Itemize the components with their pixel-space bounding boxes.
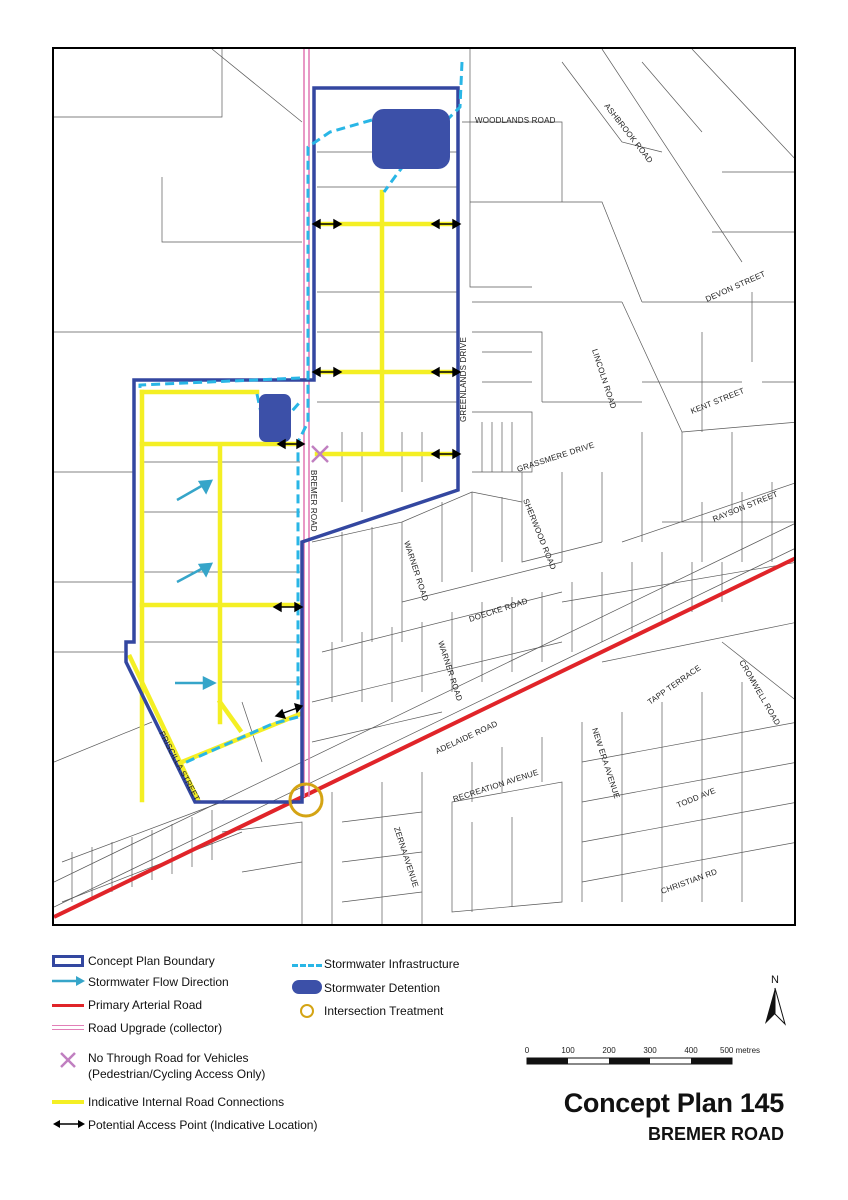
legend-intersection-label: Intersection Treatment — [324, 1004, 444, 1018]
scale-tick-0: 0 — [524, 1046, 530, 1055]
legend-detention-label: Stormwater Detention — [324, 981, 441, 995]
label-tapp-terrace: TAPP TERRACE — [645, 663, 703, 707]
legend-arterial-symbol — [52, 1004, 84, 1007]
label-greenlands-drive: GREENLANDS DRIVE — [459, 337, 468, 422]
label-lincoln-road: LINCOLN ROAD — [590, 347, 618, 410]
label-ashbrook-road: ASHBROOK ROAD — [602, 101, 655, 165]
scale-bar-graphic — [527, 1058, 732, 1064]
label-todd-ave: TODD AVE — [675, 786, 718, 810]
legend-access-arrow-icon — [52, 1118, 86, 1130]
legend-access-label: Potential Access Point (Indicative Location) — [88, 1118, 318, 1132]
legend-detention-symbol — [292, 980, 322, 994]
legend-arterial-label: Primary Arterial Road — [88, 998, 203, 1012]
legend-no-through-label: No Through Road for Vehicles — [88, 1051, 249, 1065]
scale-tick-400: 400 — [684, 1046, 698, 1055]
scale-tick-300: 300 — [643, 1046, 657, 1055]
legend — [48, 950, 508, 1150]
legend-intersection-symbol — [300, 1004, 314, 1018]
label-grassmere-drive: GRASSMERE DRIVE — [515, 440, 596, 474]
legend-infrastructure-symbol — [292, 964, 322, 967]
cadastre-parcels — [54, 49, 796, 926]
label-new-era-avenue: NEW ERA AVENUE — [590, 726, 622, 800]
scale-tick-200: 200 — [602, 1046, 616, 1055]
scale-tick-500: 500 metres — [720, 1046, 761, 1055]
legend-internal-label: Indicative Internal Road Connections — [88, 1095, 285, 1109]
legend-upgrade-symbol — [52, 1025, 84, 1030]
label-rayson-street: RAYSON STREET — [711, 489, 780, 524]
internal-road-connections — [130, 192, 454, 800]
north-arrow — [762, 972, 788, 1028]
map-frame[interactable] — [52, 47, 796, 926]
legend-flow-label: Stormwater Flow Direction — [88, 975, 229, 989]
scale-bar — [522, 1044, 792, 1074]
label-sherwood-road: SHERWOOD ROAD — [521, 497, 558, 572]
plan-title: Concept Plan 145 — [563, 1088, 784, 1118]
label-warner-road-north: WARNER ROAD — [402, 539, 431, 603]
label-kent-street: KENT STREET — [689, 386, 746, 416]
label-priscilla-street: PRISCILLA STREET — [157, 729, 202, 803]
map-canvas[interactable] — [54, 49, 796, 926]
scale-tick-100: 100 — [561, 1046, 575, 1055]
label-recreation-avenue: RECREATION AVENUE — [451, 767, 540, 804]
legend-boundary-label: Concept Plan Boundary — [88, 954, 215, 968]
road-labels — [157, 102, 782, 896]
scale-tick-labels — [525, 1046, 760, 1055]
label-bremer-road: BREMER ROAD — [309, 470, 318, 532]
legend-upgrade-label: Road Upgrade (collector) — [88, 1021, 223, 1035]
legend-infrastructure-label: Stormwater Infrastructure — [324, 957, 460, 971]
legend-internal-symbol — [52, 1100, 84, 1104]
label-devon-street: DEVON STREET — [704, 269, 767, 304]
stormwater-detention-west — [259, 394, 291, 442]
label-doecke-road: DOECKE ROAD — [467, 596, 529, 624]
label-zerna-avenue: ZERNA AVENUE — [392, 825, 421, 889]
legend-flow-arrow-icon — [52, 974, 86, 988]
stormwater-detention-north — [372, 109, 450, 169]
label-warner-road-south: WARNER ROAD — [436, 639, 465, 703]
legend-no-through-icon — [60, 1052, 76, 1068]
label-woodlands-road: WOODLANDS ROAD — [475, 116, 556, 125]
label-christian-rd: CHRISTIAN RD — [659, 867, 719, 896]
north-label: N — [771, 974, 779, 986]
legend-boundary-symbol — [52, 955, 84, 967]
label-adelaide-road: ADELAIDE ROAD — [434, 719, 500, 756]
label-cromwell-road: CROMWELL ROAD — [737, 658, 782, 727]
legend-no-through-sublabel: (Pedestrian/Cycling Access Only) — [88, 1067, 266, 1081]
plan-subtitle: BREMER ROAD — [647, 1124, 784, 1144]
